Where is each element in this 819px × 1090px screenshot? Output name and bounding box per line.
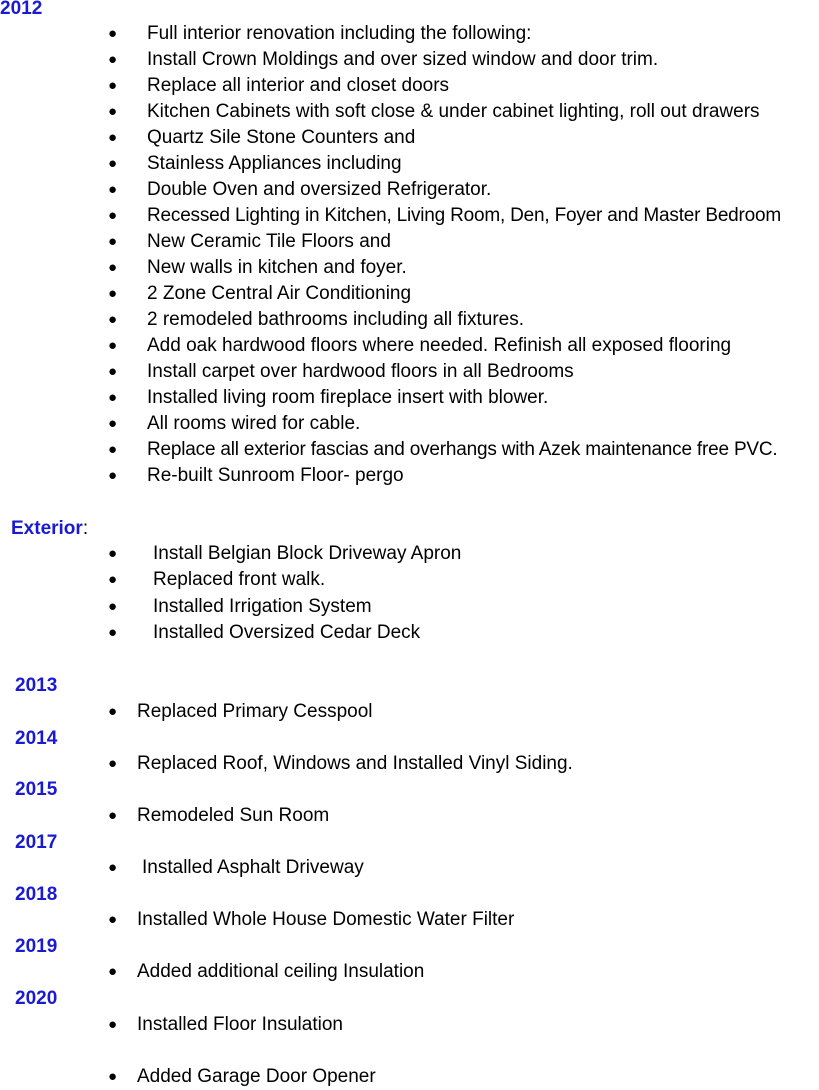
bullet-icon: ●: [108, 1016, 118, 1033]
bullet-icon: ●: [108, 963, 118, 980]
heading-2013: 2013: [15, 675, 58, 696]
bullet-icon: ●: [108, 259, 118, 276]
bullet-icon: ●: [108, 285, 118, 302]
bullet-icon: ●: [108, 363, 118, 380]
bullet-icon: ●: [108, 25, 118, 42]
bullet-icon: ●: [108, 624, 118, 641]
bullet-icon: ●: [108, 415, 118, 432]
bullet-icon: ●: [108, 911, 118, 928]
bullet-icon: ●: [108, 571, 118, 588]
bullet-icon: ●: [108, 337, 118, 354]
bullet-icon: ●: [108, 207, 118, 224]
bullet-icon: ●: [108, 859, 118, 876]
bullet-icon: ●: [108, 1068, 118, 1085]
bullet-icon: ●: [108, 703, 118, 720]
bullet-icon: ●: [108, 129, 118, 146]
heading-2019: 2019: [15, 936, 58, 957]
heading-2015: 2015: [15, 779, 58, 800]
bullet-icon: ●: [108, 233, 118, 250]
bullet-icon: ●: [108, 467, 118, 484]
bullet-icon: ●: [108, 51, 118, 68]
bullet-icon: ●: [108, 181, 118, 198]
bullet-icon: ●: [108, 598, 118, 615]
bullet-icon: ●: [108, 155, 118, 172]
heading-2018: 2018: [15, 884, 58, 905]
heading-2017: 2017: [15, 832, 58, 853]
heading-exterior: Exterior:: [11, 518, 89, 539]
bullet-icon: ●: [108, 545, 118, 562]
bullet-icon: ●: [108, 441, 118, 458]
heading-2014: 2014: [15, 728, 58, 749]
heading-2012: 2012: [0, 0, 43, 19]
heading-2020: 2020: [15, 988, 58, 1009]
bullet-icon: ●: [108, 77, 118, 94]
bullet-icon: ●: [108, 311, 118, 328]
bullet-icon: ●: [108, 807, 118, 824]
bullet-icon: ●: [108, 389, 118, 406]
bullet-icon: ●: [108, 103, 118, 120]
bullet-icon: ●: [108, 755, 118, 772]
